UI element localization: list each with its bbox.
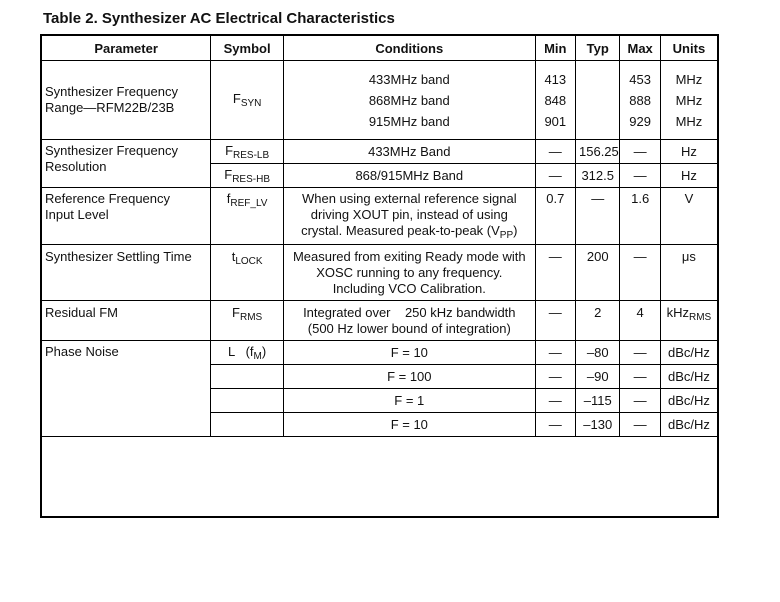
table-row: [42, 61, 717, 140]
symbol-cell: [211, 301, 284, 341]
typ-cell: –115: [576, 389, 620, 413]
units-cell: Hz: [660, 140, 717, 164]
min-cell: —: [535, 413, 575, 437]
typ-cell: 200: [576, 245, 620, 301]
unit-value: MHz: [675, 71, 703, 87]
units-cell: μs: [660, 245, 717, 301]
symbol-cell: [211, 341, 284, 365]
symbol-subscript: RMS: [239, 312, 263, 323]
min-cell: —: [535, 365, 575, 389]
max-value: 453: [629, 71, 651, 87]
unit-subscript: RMS: [689, 312, 712, 323]
symbol-cell: [211, 61, 284, 140]
condition-subscript: PP: [499, 230, 514, 241]
condition-text: [287, 223, 532, 244]
max-cell: —: [620, 164, 660, 188]
table-row: [42, 140, 717, 164]
conditions-cell: [284, 245, 536, 301]
condition-text: 915MHz band: [368, 113, 450, 129]
param-cell: Phase Noise: [42, 341, 211, 437]
condition-text-part: ): [513, 223, 518, 238]
min-value: 848: [544, 92, 567, 108]
symbol-text: F: [225, 142, 234, 158]
symbol-cell: [211, 164, 284, 188]
param-cell: Synthesizer Settling Time: [42, 245, 211, 301]
min-cell: —: [535, 245, 575, 301]
min-value: 413: [544, 71, 567, 87]
condition-text: Measured from exiting Ready mode with: [292, 249, 526, 264]
max-cell: [620, 61, 660, 140]
table-row: [42, 301, 717, 341]
conditions-cell: 868/915MHz Band: [284, 164, 536, 188]
header-parameter: Parameter: [42, 36, 211, 61]
table-row: [42, 245, 717, 301]
condition-text-part: crystal. Measured peak-to-peak (V: [301, 223, 500, 238]
typ-cell: –90: [576, 365, 620, 389]
units-cell: [660, 301, 717, 341]
conditions-cell: [284, 61, 536, 140]
table-row: [42, 341, 717, 365]
max-cell: —: [620, 140, 660, 164]
units-cell: dBc/Hz: [660, 365, 717, 389]
units-cell: Hz: [660, 164, 717, 188]
unit-value: MHz: [675, 92, 703, 108]
min-cell: [535, 61, 575, 140]
symbol-text: t: [231, 249, 236, 264]
symbol-text: f: [226, 191, 231, 206]
typ-cell: [576, 61, 620, 140]
param-text: Resolution: [45, 159, 107, 174]
param-text: Reference Frequency: [45, 191, 171, 206]
symbol-cell: [211, 413, 284, 437]
typ-cell: –80: [576, 341, 620, 365]
header-max: Max: [620, 36, 660, 61]
conditions-cell: [284, 301, 536, 341]
header-row: [42, 36, 717, 61]
condition-text: XOSC running to any frequency.: [316, 265, 503, 280]
condition-text: Including VCO Calibration.: [332, 281, 486, 296]
param-cell: [42, 188, 211, 245]
conditions-cell: F = 100: [284, 365, 536, 389]
table-title: Table 2. Synthesizer AC Electrical Characteristics: [43, 10, 395, 27]
typ-cell: 312.5: [576, 164, 620, 188]
units-cell: V: [660, 188, 717, 245]
conditions-cell: F = 10: [284, 413, 536, 437]
symbol-subscript: M: [253, 350, 262, 362]
min-cell: —: [535, 301, 575, 341]
header-conditions: Conditions: [284, 36, 536, 61]
symbol-subscript: RES-LB: [233, 149, 270, 161]
symbol-text: F: [232, 305, 240, 320]
max-cell: 1.6: [620, 188, 660, 245]
unit-value: MHz: [675, 113, 703, 129]
header-typ: Typ: [576, 36, 620, 61]
min-cell: —: [535, 341, 575, 365]
symbol-text: F: [232, 91, 241, 106]
table-row: [42, 188, 717, 245]
condition-text: driving XOUT pin, instead of using: [310, 207, 508, 222]
spec-table-frame: [40, 34, 719, 518]
spec-table: [42, 36, 717, 437]
symbol-text: F: [224, 166, 233, 182]
param-text: Synthesizer Frequency: [45, 84, 178, 99]
min-cell: 0.7: [535, 188, 575, 245]
symbol-subscript: REF_LV: [230, 198, 268, 209]
max-value: 888: [629, 92, 651, 108]
param-cell: [42, 61, 211, 140]
param-cell: [42, 140, 211, 188]
param-text: Input Level: [45, 207, 109, 222]
max-cell: —: [620, 341, 660, 365]
max-value: 929: [629, 113, 651, 129]
symbol-cell: [211, 245, 284, 301]
condition-text: 433MHz band: [368, 71, 450, 87]
symbol-text: L (f: [228, 343, 254, 359]
condition-text: 868MHz band: [368, 92, 450, 108]
header-symbol: Symbol: [211, 36, 284, 61]
header-min: Min: [535, 36, 575, 61]
max-cell: 4: [620, 301, 660, 341]
min-value: 901: [544, 113, 567, 129]
max-cell: —: [620, 389, 660, 413]
min-cell: —: [535, 389, 575, 413]
symbol-cell: [211, 365, 284, 389]
typ-cell: 2: [576, 301, 620, 341]
symbol-subscript: RES-HB: [232, 173, 270, 185]
conditions-cell: [284, 188, 536, 245]
symbol-text: ): [261, 343, 267, 359]
param-cell: Residual FM: [42, 301, 211, 341]
units-cell: dBc/Hz: [660, 389, 717, 413]
max-cell: —: [620, 365, 660, 389]
condition-text: (500 Hz lower bound of integration): [307, 321, 511, 336]
condition-text: When using external reference signal: [301, 191, 517, 206]
symbol-subscript: SYN: [240, 98, 262, 109]
units-cell: [660, 61, 717, 140]
symbol-subscript: LOCK: [235, 256, 263, 267]
condition-text: Integrated over 250 kHz bandwidth: [303, 305, 516, 320]
typ-cell: –130: [576, 413, 620, 437]
max-cell: —: [620, 413, 660, 437]
min-cell: —: [535, 164, 575, 188]
symbol-cell: [211, 188, 284, 245]
typ-cell: —: [576, 188, 620, 245]
max-cell: —: [620, 245, 660, 301]
conditions-cell: F = 10: [284, 341, 536, 365]
unit-value: kHz: [666, 305, 689, 320]
symbol-cell: [211, 389, 284, 413]
header-units: Units: [660, 36, 717, 61]
symbol-cell: [211, 140, 284, 164]
conditions-cell: F = 1: [284, 389, 536, 413]
param-text: Range—RFM22B/23B: [45, 100, 175, 115]
units-cell: dBc/Hz: [660, 341, 717, 365]
param-text: Synthesizer Frequency: [45, 143, 178, 158]
conditions-cell: 433MHz Band: [284, 140, 536, 164]
min-cell: —: [535, 140, 575, 164]
typ-cell: 156.25: [576, 140, 620, 164]
units-cell: dBc/Hz: [660, 413, 717, 437]
